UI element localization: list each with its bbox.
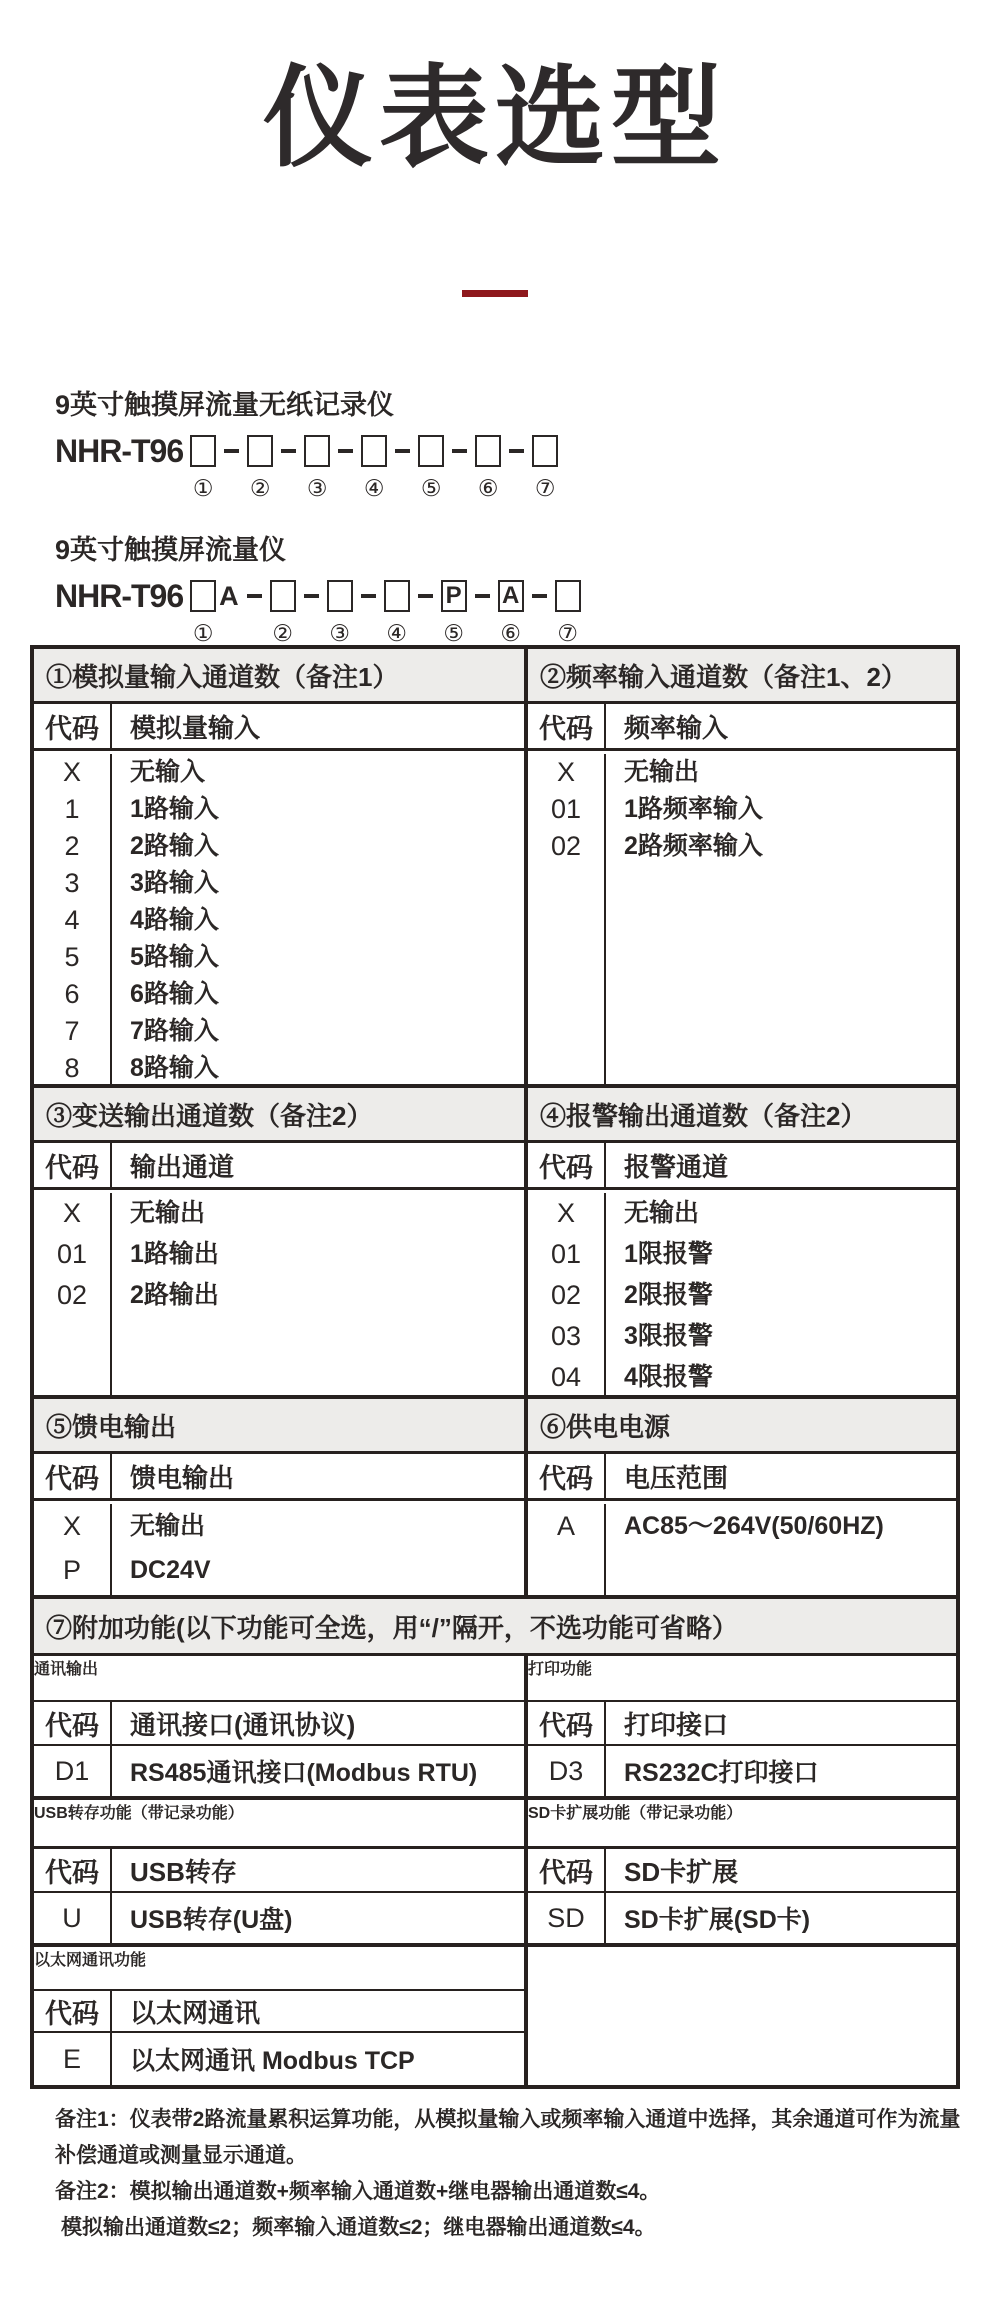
desc-cell: 1限报警	[624, 1240, 713, 1268]
model-box	[384, 580, 410, 612]
dash-separator	[395, 449, 410, 453]
section-7-header	[34, 1595, 956, 1656]
code-header-cell: 代码	[34, 1849, 112, 1891]
model-slot	[384, 578, 441, 647]
desc-cell: USB转存(U盘)	[130, 1906, 293, 1934]
section-2-data	[528, 751, 956, 1084]
code-header-cell: 代码	[34, 704, 112, 748]
desc-cell: 2路频率输入	[624, 832, 763, 860]
product-heading: 9英寸触摸屏流量无纸记录仪	[55, 390, 395, 420]
empty-cell	[528, 1947, 956, 1991]
code-header-cell: 代码	[34, 1702, 112, 1744]
desc-header-cell: 馈电输出	[130, 1462, 235, 1493]
dash-separator	[224, 449, 239, 453]
desc-column	[606, 1193, 956, 1395]
code-cell: 02	[56, 1280, 88, 1310]
code-cell: 3	[64, 868, 80, 898]
model-slot-top	[475, 433, 532, 469]
section-4-data	[528, 1190, 956, 1395]
desc-cell: 2路输出	[130, 1281, 219, 1309]
section-1-title: ①模拟量输入通道数（备注1）	[46, 661, 399, 692]
product-heading: 9英寸触摸屏流量仪	[55, 535, 287, 565]
model-slot	[190, 578, 270, 647]
code-cell: X	[62, 1511, 81, 1541]
position-number: ⑦	[557, 620, 578, 646]
data-row-band	[34, 751, 956, 1084]
column-header-row	[34, 704, 956, 751]
desc-cell: 2路输入	[130, 832, 219, 860]
section-5-title: ⑤馈电输出	[46, 1411, 177, 1442]
desc-header-cell: 通讯接口(通讯协议)	[130, 1709, 356, 1740]
code-cell: 01	[56, 1239, 88, 1269]
desc-cell: 8路输入	[130, 1054, 219, 1082]
model-box	[532, 435, 558, 467]
code-cell: E	[34, 2033, 112, 2085]
section-1-data	[34, 751, 528, 1084]
column-header-row	[34, 1991, 956, 2033]
position-number: ⑤	[420, 475, 442, 501]
position-number: ④	[363, 475, 385, 501]
desc-cell: 无输出	[130, 1199, 206, 1227]
product-section	[55, 528, 581, 647]
model-box	[361, 435, 387, 467]
model-box	[327, 580, 353, 612]
code-header-cell: 代码	[528, 1849, 606, 1891]
model-box	[304, 435, 330, 467]
desc-cell: SD卡扩展(SD卡)	[624, 1906, 811, 1934]
desc-cell: 7路输入	[130, 1017, 219, 1045]
dash-separator	[304, 594, 319, 598]
table-row	[34, 1893, 956, 1947]
desc-cell: RS232C打印接口	[624, 1759, 819, 1787]
dash-separator	[338, 449, 353, 453]
desc-column	[606, 754, 956, 1084]
position-number: ①	[192, 620, 214, 646]
model-line	[55, 578, 581, 647]
code-cell: 5	[64, 942, 80, 972]
section-header-row	[34, 649, 956, 704]
code-cell: 7	[64, 1016, 80, 1046]
desc-cell: 1路输入	[130, 795, 219, 823]
code-header-cell: 代码	[34, 1143, 112, 1187]
desc-cell: DC24V	[130, 1556, 211, 1584]
model-slot	[304, 433, 361, 502]
desc-header-cell: 频率输入	[624, 712, 729, 743]
product-section	[55, 383, 581, 502]
data-row-band	[34, 1501, 956, 1595]
notes	[55, 2102, 975, 2246]
code-cell: 8	[64, 1053, 80, 1083]
position-number: ⑤	[443, 620, 464, 646]
model-slot-top	[327, 578, 384, 614]
subsection-title-row	[34, 1656, 956, 1702]
section-4-title: ④报警输出通道数（备注2）	[540, 1100, 867, 1131]
comm-output-title: 通讯输出	[34, 1661, 99, 1678]
code-header-cell: 代码	[528, 1454, 606, 1498]
model-box	[555, 580, 581, 612]
desc-column	[112, 754, 524, 1084]
desc-cell: 3限报警	[624, 1322, 713, 1350]
model-prefix: NHR-T96	[55, 578, 184, 614]
data-row-band	[34, 1190, 956, 1395]
model-slot	[247, 433, 304, 502]
model-slot	[190, 433, 247, 502]
model-prefix: NHR-T96	[55, 433, 184, 469]
desc-cell: 4限报警	[624, 1363, 713, 1391]
empty-cell	[528, 2033, 956, 2085]
desc-cell: 6路输入	[130, 980, 219, 1008]
section-6-data	[528, 1501, 956, 1595]
code-cell: D3	[528, 1746, 606, 1796]
section-3-data	[34, 1190, 528, 1395]
position-number: ③	[306, 475, 328, 501]
position-number: ③	[329, 620, 350, 646]
position-number: ⑥	[500, 620, 521, 646]
code-cell: X	[556, 757, 575, 787]
code-column	[528, 754, 606, 1084]
code-column	[34, 1193, 112, 1395]
code-column	[528, 1504, 606, 1595]
code-header-cell: 代码	[528, 1143, 606, 1187]
model-slot	[441, 578, 498, 647]
table-row	[34, 1746, 956, 1800]
code-cell: 02	[550, 831, 582, 861]
desc-cell: 5路输入	[130, 943, 219, 971]
section-5-data	[34, 1501, 528, 1595]
model-box: A	[498, 580, 524, 612]
section-1-header	[34, 649, 528, 701]
code-header-cell: 代码	[528, 1702, 606, 1744]
desc-header-cell: 打印接口	[624, 1709, 729, 1740]
code-header-cell: 代码	[528, 704, 606, 748]
position-number: ④	[386, 620, 407, 646]
desc-column	[112, 1193, 524, 1395]
position-number: ①	[192, 475, 214, 501]
model-box	[190, 435, 216, 467]
desc-column	[606, 1504, 956, 1595]
model-slot-top	[441, 578, 498, 614]
page-title: 仪表选型	[263, 57, 727, 180]
desc-header-cell: SD卡扩展	[624, 1856, 739, 1887]
desc-cell: 以太网通讯 Modbus TCP	[130, 2047, 415, 2075]
code-cell: 2	[64, 831, 80, 861]
model-slot-top	[418, 433, 475, 469]
position-number: ②	[249, 475, 271, 501]
section-2-header	[528, 649, 956, 701]
model-slot	[532, 433, 558, 502]
model-code-area	[55, 383, 581, 673]
section-7-title: ⑦附加功能(以下功能可全选，用“/”隔开，不选功能可省略）	[46, 1612, 738, 1643]
code-cell: 4	[64, 905, 80, 935]
ethernet-function-title: 以太网通讯功能	[34, 1952, 147, 1969]
desc-cell: 3路输入	[130, 869, 219, 897]
model-slot-top	[384, 578, 441, 614]
desc-header-cell: 电压范围	[624, 1462, 729, 1493]
model-slot	[418, 433, 475, 502]
code-header-cell: 代码	[34, 1454, 112, 1498]
section-6-header	[528, 1399, 956, 1451]
desc-cell: 无输出	[624, 1199, 700, 1227]
model-slot-top	[361, 433, 418, 469]
position-number: ⑥	[477, 475, 499, 501]
model-slot-top	[270, 578, 327, 614]
dash-separator	[452, 449, 467, 453]
section-6-title: ⑥供电电源	[540, 1411, 671, 1442]
desc-cell: 无输入	[130, 758, 206, 786]
code-cell: SD	[528, 1893, 606, 1943]
desc-header-cell: 报警通道	[624, 1151, 729, 1182]
model-box	[247, 435, 273, 467]
desc-header-cell: 以太网通讯	[130, 1997, 261, 2028]
model-box: P	[441, 580, 467, 612]
code-cell: A	[556, 1511, 575, 1541]
subsection-title-row	[34, 1800, 956, 1849]
dash-separator	[532, 594, 547, 598]
model-box	[475, 435, 501, 467]
section-2-title: ②频率输入通道数（备注1、2）	[540, 661, 907, 692]
desc-header-cell: USB转存	[130, 1856, 237, 1887]
note-line: 备注2：模拟输出通道数+频率输入通道数+继电器输出通道数≤4。	[55, 2180, 661, 2203]
code-cell: X	[62, 757, 81, 787]
model-box	[418, 435, 444, 467]
code-header-cell: 代码	[34, 1991, 112, 2031]
model-slot	[498, 578, 555, 647]
section-5-header	[34, 1399, 528, 1451]
dash-separator	[361, 594, 376, 598]
model-slot	[327, 578, 384, 647]
model-slot-top	[247, 433, 304, 469]
section-header-row	[34, 1395, 956, 1454]
model-slot	[555, 578, 581, 647]
model-slot-top	[190, 578, 270, 614]
desc-cell: 无输出	[624, 758, 700, 786]
spec-table	[30, 645, 960, 2089]
code-cell: D1	[34, 1746, 112, 1796]
desc-cell: 1路频率输入	[624, 795, 763, 823]
note-line: 备注1：仪表带2路流量累积运算功能，从模拟量输入或频率输入通道中选择，其余通道可作为流量	[55, 2108, 961, 2131]
model-line	[55, 433, 581, 502]
model-suffix: A	[219, 580, 239, 611]
column-header-row	[34, 1702, 956, 1746]
model-slot	[361, 433, 418, 502]
code-column	[528, 1193, 606, 1395]
dash-separator	[281, 449, 296, 453]
sd-function-title: SD卡扩展功能（带记录功能）	[528, 1805, 743, 1822]
desc-column	[112, 1504, 524, 1595]
section-3-header	[34, 1088, 528, 1140]
column-header-row	[34, 1454, 956, 1501]
model-slot-top	[190, 433, 247, 469]
model-slot	[270, 578, 327, 647]
model-slot-top	[555, 578, 581, 614]
table-row	[34, 2033, 956, 2085]
desc-cell: 1路输出	[130, 1240, 219, 1268]
desc-cell: 无输出	[130, 1512, 206, 1540]
code-cell: 01	[550, 1239, 582, 1269]
model-slot	[475, 433, 532, 502]
model-slot-top	[532, 433, 558, 469]
dash-separator	[509, 449, 524, 453]
code-cell: P	[62, 1555, 81, 1585]
column-header-row	[34, 1849, 956, 1893]
position-number: ②	[272, 620, 293, 646]
code-cell: X	[62, 1198, 81, 1228]
code-cell: 03	[550, 1321, 582, 1351]
code-cell: 1	[64, 794, 80, 824]
code-column	[34, 1504, 112, 1595]
model-box	[190, 580, 216, 612]
note-line: 补偿通道或测量显示通道。	[55, 2144, 307, 2167]
empty-cell	[528, 1991, 956, 2033]
model-box	[270, 580, 296, 612]
usb-function-title: USB转存功能（带记录功能）	[34, 1805, 244, 1822]
dash-separator	[418, 594, 433, 598]
desc-cell: 2限报警	[624, 1281, 713, 1309]
code-cell: X	[556, 1198, 575, 1228]
desc-cell: AC85～264V(50/60HZ)	[624, 1512, 884, 1540]
section-header-row	[34, 1084, 956, 1143]
dash-separator	[475, 594, 490, 598]
model-slot-top	[304, 433, 361, 469]
position-number: ⑦	[534, 475, 556, 501]
desc-header-cell: 模拟量输入	[130, 712, 261, 743]
desc-cell: RS485通讯接口(Modbus RTU)	[130, 1759, 478, 1787]
code-cell: 01	[550, 794, 582, 824]
code-cell: 04	[550, 1362, 582, 1392]
section-3-title: ③变送输出通道数（备注2）	[46, 1100, 373, 1131]
desc-cell: 4路输入	[130, 906, 219, 934]
code-column	[34, 754, 112, 1084]
dash-separator	[247, 594, 262, 598]
desc-header-cell: 输出通道	[130, 1151, 235, 1182]
section-4-header	[528, 1088, 956, 1140]
print-function-title: 打印功能	[528, 1661, 593, 1678]
note-line: 模拟输出通道数≤2；频率输入通道数≤2；继电器输出通道数≤4。	[61, 2216, 656, 2239]
column-header-row	[34, 1143, 956, 1190]
subsection-title-row	[34, 1947, 956, 1991]
code-cell: 02	[550, 1280, 582, 1310]
code-cell: 6	[64, 979, 80, 1009]
code-cell: U	[34, 1893, 112, 1943]
red-divider	[462, 290, 528, 297]
model-slot-top	[498, 578, 555, 614]
